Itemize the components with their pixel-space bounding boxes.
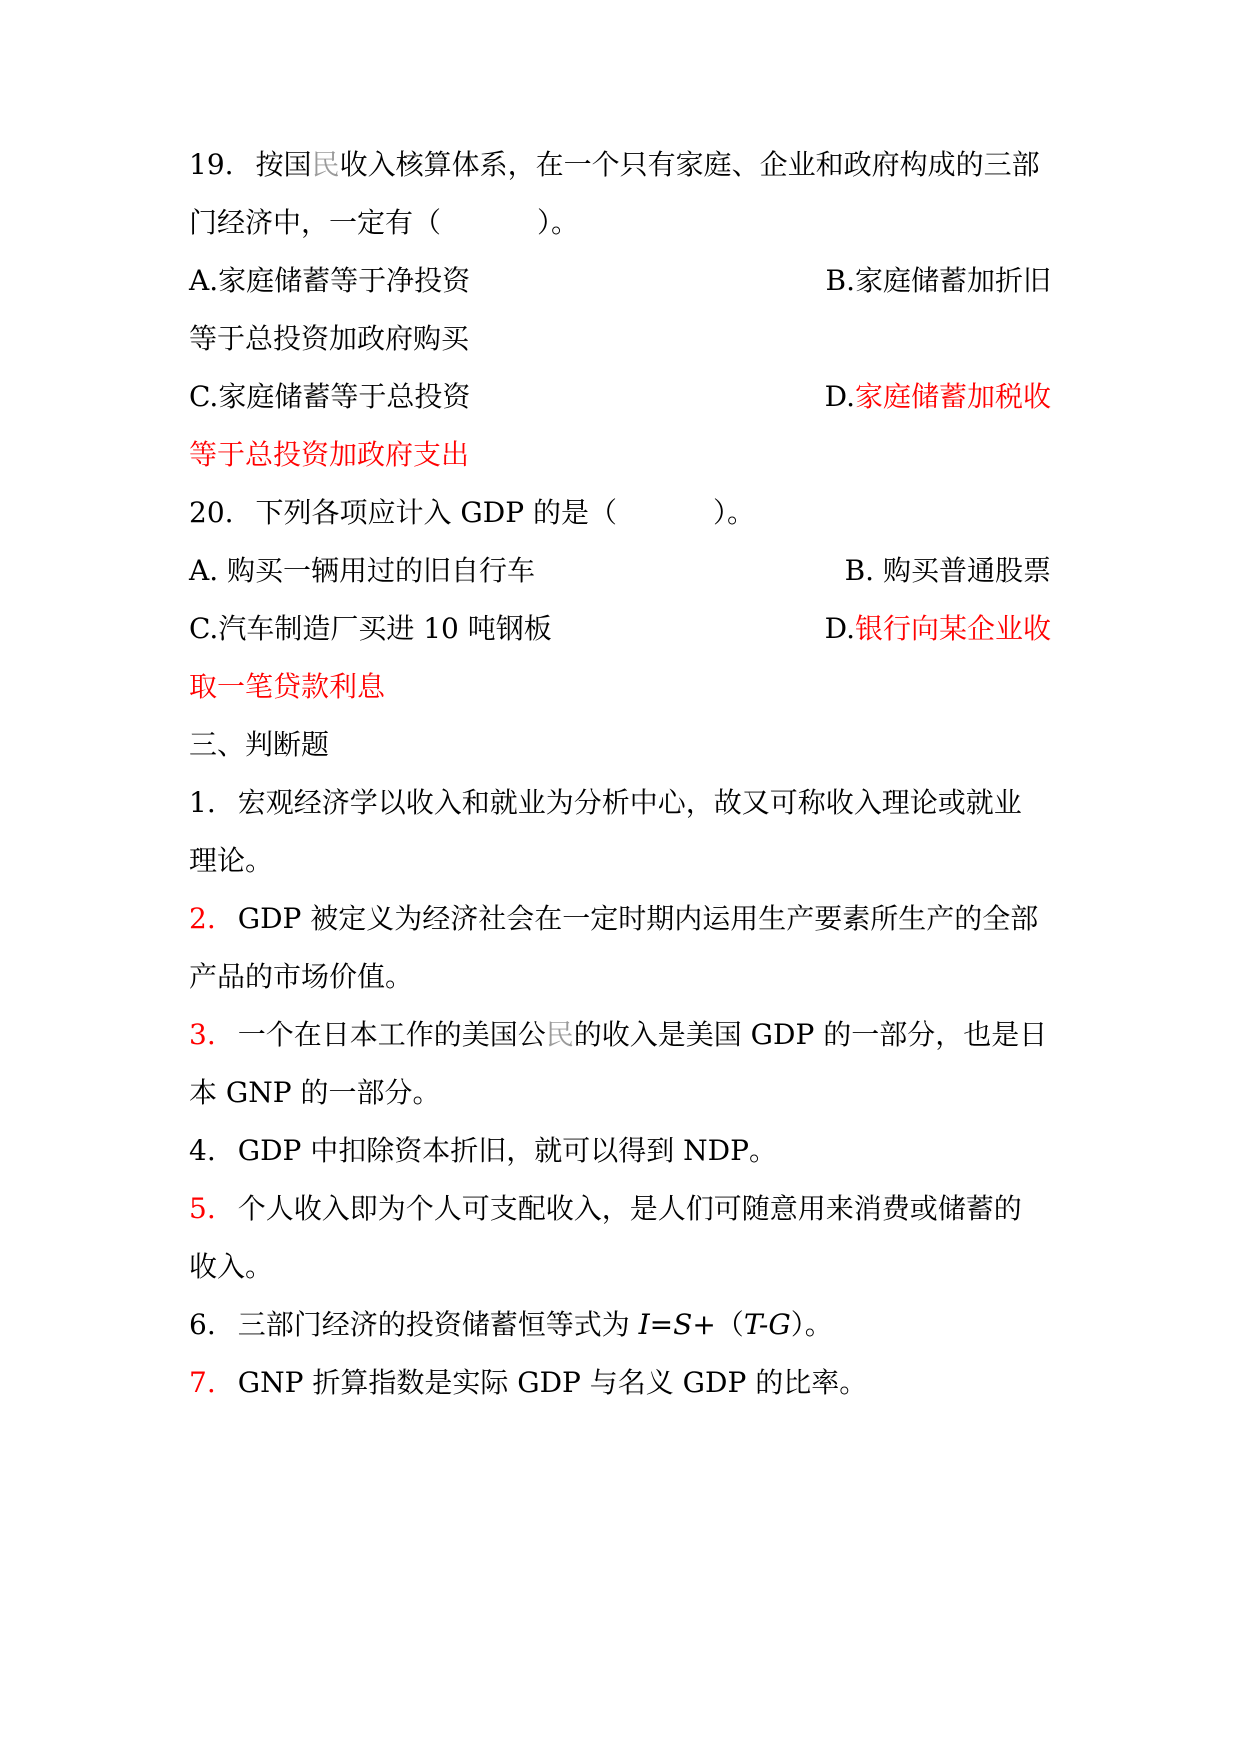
q20-option-d <box>825 609 1051 649</box>
q19-option-d-answer: 家庭储蓄加税收 <box>854 380 1051 413</box>
tf-item-3-continued: 本 GNP 的一部分。 <box>189 1076 441 1109</box>
q20-option-b: B. 购买普通股票 <box>844 554 1051 587</box>
tf-item-5 <box>189 1189 1022 1229</box>
q20-option-d-label: D. <box>824 612 855 645</box>
tf-item-number: 7. <box>189 1366 216 1399</box>
tf-item-number: 3. <box>189 1018 216 1051</box>
q19-stem-text-b: 收入核算体系，在一个只有家庭、企业和政府构成的三部 <box>339 148 1040 181</box>
q19-stem-line2-a: 门经济中，一定有（ <box>189 206 442 239</box>
tf-item-text-a: 一个在日本工作的美国公 <box>237 1018 546 1051</box>
q19-option-a: A.家庭储蓄等于净投资 <box>189 264 471 297</box>
formula-part-b: T-G <box>743 1308 791 1341</box>
q20-stem-text-b: ）。 <box>713 496 756 529</box>
q19-option-b: B.家庭储蓄加折旧 <box>825 264 1051 297</box>
tf-item-text: GNP 折算指数是实际 GDP 与名义 GDP 的比率。 <box>237 1366 868 1399</box>
tf-item-text: 宏观经济学以收入和就业为分析中心，故又可称收入理论或就业 <box>237 786 1022 819</box>
tf-item-2 <box>189 899 1038 939</box>
section-title: 三、判断题 <box>189 728 330 761</box>
tf-item-number: 1. <box>189 786 216 819</box>
tf-item-number: 4. <box>189 1134 216 1167</box>
tf-item-6 <box>189 1305 833 1345</box>
q19-stem-line2-b: ）。 <box>537 206 580 239</box>
q20-option-d-answer: 银行向某企业收 <box>854 612 1051 645</box>
tf-item-2-continued: 产品的市场价值。 <box>189 960 414 993</box>
tf-item-text: 个人收入即为个人可支配收入，是人们可随意用来消费或储蓄的 <box>237 1192 1022 1225</box>
q19-option-c: C.家庭储蓄等于总投资 <box>189 380 471 413</box>
q19-stem-line1 <box>189 145 1040 185</box>
tf-item-number: 5. <box>189 1192 216 1225</box>
tf-item-1 <box>189 783 1022 823</box>
tf-item-text: GDP 中扣除资本折旧，就可以得到 NDP。 <box>237 1134 777 1167</box>
tf-item-3 <box>189 1015 1047 1055</box>
formula-part-a: I=S+ <box>638 1308 716 1341</box>
tf-item-5-continued: 收入。 <box>189 1250 274 1283</box>
tf-item-number: 2. <box>189 902 216 935</box>
tf-item-text-b: 的收入是美国 GDP 的一部分，也是日 <box>573 1018 1048 1051</box>
tf-item-text: GDP 被定义为经济社会在一定时期内运用生产要素所生产的全部 <box>237 902 1039 935</box>
q20-number: 20. <box>189 496 234 529</box>
formula-paren-open: （ <box>715 1308 744 1341</box>
q20-option-c: C.汽车制造厂买进 10 吨钢板 <box>189 612 552 645</box>
formula-paren-close: ）。 <box>790 1308 833 1341</box>
tf-item-faded-char: 民 <box>545 1018 574 1051</box>
q19-option-d-label: D. <box>824 380 855 413</box>
tf-item-7 <box>189 1363 867 1403</box>
tf-item-1-continued: 理论。 <box>189 844 274 877</box>
q19-stem-line2 <box>189 203 579 243</box>
tf-item-text: 三部门经济的投资储蓄恒等式为 <box>237 1308 639 1341</box>
q19-stem-text-a: 按国 <box>255 148 312 181</box>
q19-option-d-continued: 等于总投资加政府支出 <box>189 438 470 471</box>
tf-item-number: 6. <box>189 1308 216 1341</box>
q20-option-a: A. 购买一辆用过的旧自行车 <box>189 554 536 587</box>
tf-item-4 <box>189 1131 777 1171</box>
q19-number: 19. <box>189 148 234 181</box>
q19-option-d <box>825 377 1051 417</box>
q19-stem-faded-char: 民 <box>311 148 340 181</box>
q19-option-b-continued: 等于总投资加政府购买 <box>189 322 470 355</box>
q20-stem <box>189 493 755 533</box>
q20-stem-text-a: 下列各项应计入 GDP 的是（ <box>255 496 617 529</box>
q20-option-d-continued: 取一笔贷款利息 <box>189 670 386 703</box>
